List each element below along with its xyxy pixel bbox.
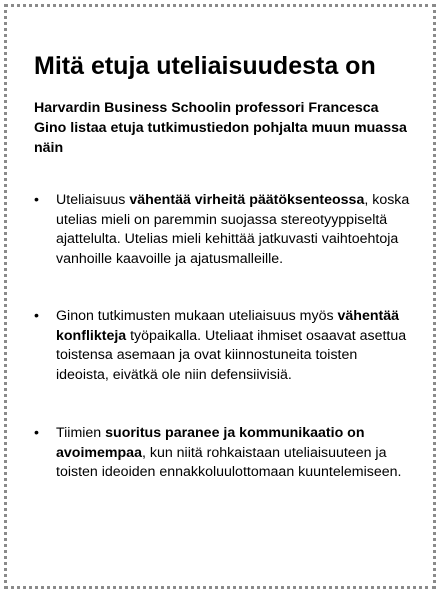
bullet-dot: •: [34, 425, 39, 441]
bullet-text-emphasis: vähentää konflikteja: [56, 308, 400, 344]
bullet-text-after: , kun niitä rohkaistaan uteliaisuuteen ja toisten ideoiden ennakkoluulottomaan kuuntelemiseen.: [56, 444, 402, 481]
slide-title: Mitä etuja uteliaisuudesta on: [34, 52, 376, 80]
bullet-text: [56, 191, 414, 269]
bullet-text-before: Ginon tutkimusten mukaan uteliaisuus myös: [56, 308, 338, 324]
bullet-text-before: Tiimien: [56, 425, 106, 441]
bullet-text: [56, 307, 414, 385]
bullet-text-emphasis: suoritus paranee ja kommunikaatio on avoimempaa: [56, 425, 365, 461]
bullet-dot: •: [34, 192, 39, 208]
bullet-text-after: työpaikalla. Uteliaat ihmiset osaavat asettua toistensa asemaan ja ovat kiinnostuneita toisten ideoista, eivätkä ole niin defensiivisiä.: [56, 327, 407, 383]
bullet-text: [56, 424, 414, 483]
bullet-text-emphasis: vähentää virheitä päätöksenteossa: [129, 192, 365, 208]
slide-subtitle: Harvardin Business Schoolin professori Francesca Gino listaa etuja tutkimustiedon pohjalta muun muassa näin: [34, 100, 407, 156]
bullet-text-after: , koska utelias mieli on paremmin suojassa stereotyyppiseltä ajattelulta. Utelias mieli kehittää jatkuvasti vaihtoehtoja vanhoille kaavoille ja ajatusmalleille.: [56, 192, 410, 267]
bullet-dot: •: [34, 308, 39, 324]
bullet-text-before: Uteliaisuus: [56, 192, 130, 208]
slide-frame: [4, 4, 436, 589]
